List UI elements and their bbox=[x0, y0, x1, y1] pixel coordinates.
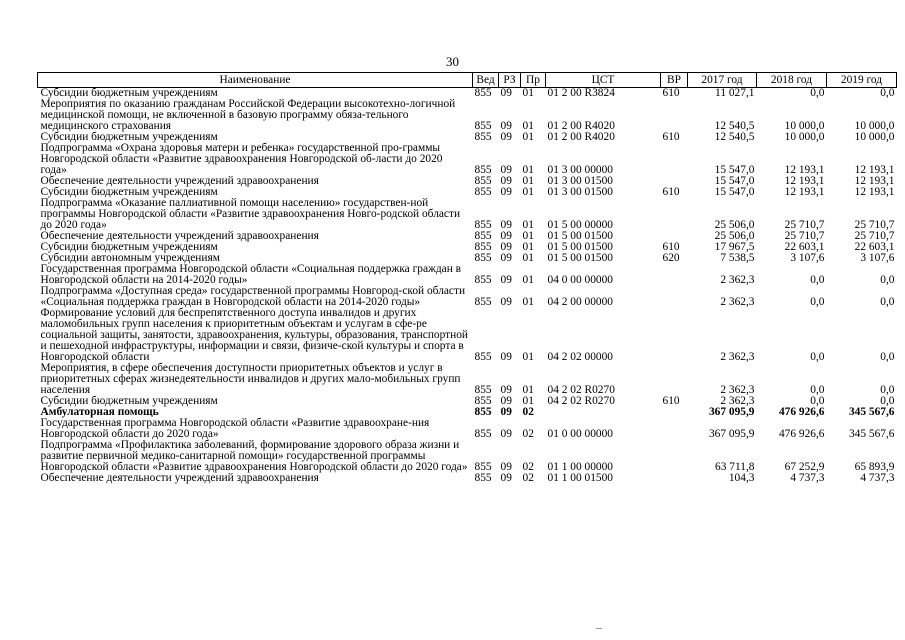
cell-vr: 610 bbox=[662, 241, 680, 253]
cell-2017: 2 362,3 bbox=[720, 274, 755, 286]
cell-2019: 0,0 bbox=[880, 274, 895, 286]
cell-2017: 63 711,8 bbox=[715, 461, 755, 473]
header-rz: РЗ bbox=[499, 73, 521, 88]
cell-cst: 01 5 00 01500 bbox=[547, 252, 613, 264]
cell-ved: 855 bbox=[474, 219, 492, 231]
table-row bbox=[38, 473, 897, 484]
cell-ved: 855 bbox=[474, 296, 492, 308]
cell-ved: 855 bbox=[474, 461, 492, 473]
cell-name: Подпрограмма «Оказание паллиативной помощи населению» государствен-ной программы Новгородской области «Развитие здравоохранения Новго-родской области до 2020 года» bbox=[40, 197, 461, 231]
cell-cst: 01 5 00 00000 bbox=[547, 219, 613, 231]
cell-2017: 17 967,5 bbox=[714, 241, 755, 253]
header-name: Наименование bbox=[38, 73, 473, 88]
cell-ved: 855 bbox=[474, 252, 492, 264]
cell-name: Подпрограмма «Доступная среда» государственной программы Новгород-ской области «Социальная поддержка граждан в Новгородской области на 2014-2020 годы» bbox=[40, 285, 466, 308]
cell-pr: 02 bbox=[522, 406, 534, 418]
cell-2019: 0,0 bbox=[880, 351, 895, 363]
cell-ved: 855 bbox=[474, 87, 492, 99]
cell-2017: 12 540,5 bbox=[714, 131, 755, 143]
cell-vr bbox=[661, 363, 688, 396]
cell-2019: 10 000,0 bbox=[854, 120, 895, 132]
cell-pr: 01 bbox=[522, 120, 534, 132]
budget-table bbox=[37, 72, 897, 484]
cell-vr bbox=[661, 308, 688, 363]
cell-name: Подпрограмма «Охрана здоровья матери и ребенка» государственной про-граммы Новгородской области «Развитие здравоохранения Новгородской об-ласти до 2020 года» bbox=[40, 142, 443, 176]
table-row bbox=[38, 418, 897, 440]
cell-2019: 345 567,6 bbox=[848, 428, 895, 440]
cell-2018: 0,0 bbox=[810, 395, 825, 407]
cell-2018: 12 193,1 bbox=[784, 186, 825, 198]
cell-pr: 01 bbox=[522, 274, 534, 286]
cell-pr: 01 bbox=[522, 230, 534, 242]
cell-pr: 02 bbox=[522, 461, 534, 473]
cell-vr bbox=[661, 440, 688, 473]
cell-pr: 01 bbox=[522, 164, 534, 176]
table-row bbox=[38, 264, 897, 286]
cell-name: Обеспечение деятельности учреждений здравоохранения bbox=[40, 230, 319, 242]
cell-2019: 0,0 bbox=[880, 87, 895, 99]
cell-rz: 09 bbox=[500, 87, 512, 99]
cell-name: Субсидии бюджетным учреждениям bbox=[40, 131, 218, 143]
cell-pr: 01 bbox=[522, 351, 534, 363]
cell-2017: 25 506,0 bbox=[714, 230, 755, 242]
table-header-row bbox=[38, 73, 897, 88]
table-body bbox=[38, 88, 897, 485]
cell-2017: 15 547,0 bbox=[714, 175, 755, 187]
cell-ved: 855 bbox=[474, 120, 492, 132]
cell-vr: 610 bbox=[662, 395, 680, 407]
cell-2018: 12 193,1 bbox=[784, 164, 825, 176]
cell-cst: 01 1 00 01500 bbox=[547, 472, 613, 484]
cell-cst: 01 5 00 01500 bbox=[547, 230, 613, 242]
cell-vr bbox=[661, 407, 688, 418]
cell-name: Амбулаторная помощь bbox=[40, 406, 159, 418]
scan-mark bbox=[596, 628, 602, 629]
cell-cst bbox=[546, 407, 661, 418]
table-row bbox=[38, 308, 897, 363]
cell-cst: 01 3 00 01500 bbox=[547, 186, 613, 198]
cell-2018: 10 000,0 bbox=[784, 131, 825, 143]
cell-rz: 09 bbox=[500, 186, 512, 198]
cell-2017: 2 362,3 bbox=[720, 384, 755, 396]
cell-ved: 855 bbox=[474, 351, 492, 363]
cell-name: Обеспечение деятельности учреждений здравоохранения bbox=[40, 472, 319, 484]
cell-vr: 610 bbox=[662, 186, 680, 198]
header-ved: Вед bbox=[473, 73, 499, 88]
cell-2017: 12 540,5 bbox=[714, 120, 755, 132]
cell-2018: 3 107,6 bbox=[790, 252, 825, 264]
header-2019: 2019 год bbox=[827, 73, 897, 88]
cell-vr: 610 bbox=[662, 131, 680, 143]
cell-2019: 3 107,6 bbox=[860, 252, 895, 264]
table-row bbox=[38, 396, 897, 407]
header-pr: Пр bbox=[521, 73, 546, 88]
cell-rz: 09 bbox=[500, 175, 512, 187]
cell-ved: 855 bbox=[474, 472, 492, 484]
cell-name: Мероприятия, в сфере обеспечения доступности приоритетных объектов и услуг в приоритетных сферах жизнедеятельности инвалидов и других мало-мобильных групп населения bbox=[40, 362, 461, 396]
cell-2017: 367 095,9 bbox=[708, 428, 755, 440]
cell-vr bbox=[661, 143, 688, 176]
cell-vr bbox=[661, 99, 688, 132]
cell-2018: 12 193,1 bbox=[784, 175, 825, 187]
cell-cst: 01 1 00 00000 bbox=[547, 461, 613, 473]
cell-pr: 01 bbox=[522, 241, 534, 253]
cell-rz: 09 bbox=[500, 274, 512, 286]
cell-cst: 01 2 00 R3824 bbox=[547, 87, 615, 99]
cell-rz: 09 bbox=[500, 472, 512, 484]
cell-rz: 09 bbox=[500, 131, 512, 143]
cell-rz: 09 bbox=[500, 120, 512, 132]
cell-name: Субсидии автономным учреждениям bbox=[40, 252, 220, 264]
cell-name: Субсидии бюджетным учреждениям bbox=[40, 186, 218, 198]
header-vr: ВР bbox=[661, 73, 688, 88]
cell-pr: 01 bbox=[522, 384, 534, 396]
cell-2017: 15 547,0 bbox=[714, 186, 755, 198]
cell-2019: 12 193,1 bbox=[854, 175, 895, 187]
table-row bbox=[38, 143, 897, 176]
cell-vr bbox=[661, 198, 688, 231]
cell-2018: 4 737,3 bbox=[790, 472, 825, 484]
cell-cst: 01 2 00 R4020 bbox=[547, 120, 615, 132]
cell-ved: 855 bbox=[474, 384, 492, 396]
cell-2018: 0,0 bbox=[810, 384, 825, 396]
cell-rz: 09 bbox=[500, 241, 512, 253]
cell-2019: 4 737,3 bbox=[860, 472, 895, 484]
cell-2018: 25 710,7 bbox=[784, 219, 825, 231]
cell-vr: 610 bbox=[662, 87, 680, 99]
cell-pr: 01 bbox=[522, 395, 534, 407]
cell-2017: 7 538,5 bbox=[720, 252, 755, 264]
cell-2017: 2 362,3 bbox=[720, 395, 755, 407]
cell-pr: 01 bbox=[522, 296, 534, 308]
cell-cst: 04 2 00 00000 bbox=[547, 296, 613, 308]
cell-vr bbox=[661, 264, 688, 286]
cell-rz: 09 bbox=[500, 461, 512, 473]
cell-2018: 25 710,7 bbox=[784, 230, 825, 242]
table-row bbox=[38, 286, 897, 308]
cell-2019: 10 000,0 bbox=[854, 131, 895, 143]
header-2017: 2017 год bbox=[688, 73, 757, 88]
cell-cst: 04 2 02 R0270 bbox=[547, 395, 615, 407]
cell-2018: 476 926,6 bbox=[778, 428, 825, 440]
cell-rz: 09 bbox=[500, 219, 512, 231]
cell-2019: 25 710,7 bbox=[854, 219, 895, 231]
cell-2018: 476 926,6 bbox=[778, 406, 825, 418]
table-row bbox=[38, 198, 897, 231]
cell-pr: 01 bbox=[522, 186, 534, 198]
header-2018: 2018 год bbox=[757, 73, 827, 88]
cell-2017: 2 362,3 bbox=[720, 351, 755, 363]
cell-2018: 0,0 bbox=[810, 351, 825, 363]
cell-pr: 02 bbox=[522, 472, 534, 484]
cell-2019: 25 710,7 bbox=[854, 230, 895, 242]
cell-ved: 855 bbox=[474, 406, 492, 418]
cell-rz: 09 bbox=[500, 428, 512, 440]
cell-pr: 01 bbox=[522, 252, 534, 264]
cell-name: Подпрограмма «Профилактика заболеваний, формирование здорового образа жизни и развитие первичной медико-санитарной помощи» государственной программы Новгородской области «Развитие здравоохранения Новгородской области до 2020 года» bbox=[40, 439, 468, 473]
cell-2018: 67 252,9 bbox=[784, 461, 825, 473]
cell-vr bbox=[661, 418, 688, 440]
table-row bbox=[38, 440, 897, 473]
cell-name: Формирование условий для беспрепятственного доступа инвалидов и других маломобильных групп населения к приоритетным объектам и услугам в сфе-ре социальной защиты, занятости, здравоохранения, культуры, образования, транспортной и пешеходной инфраструктуры, информации и связи, физиче-ской культуры и спорта в Новгородской области bbox=[40, 307, 469, 363]
cell-ved: 855 bbox=[474, 274, 492, 286]
page-number: 30 bbox=[446, 54, 459, 69]
cell-2019: 12 193,1 bbox=[854, 164, 895, 176]
cell-name: Государственная программа Новгородской области «Социальная поддержка граждан в Новгородской области на 2014-2020 годы» bbox=[40, 263, 462, 286]
cell-2018: 0,0 bbox=[810, 87, 825, 99]
table-row bbox=[38, 363, 897, 396]
cell-rz: 09 bbox=[500, 384, 512, 396]
cell-2017: 15 547,0 bbox=[714, 164, 755, 176]
cell-vr bbox=[661, 286, 688, 308]
cell-2017: 11 027,1 bbox=[715, 87, 755, 99]
cell-2018: 0,0 bbox=[810, 274, 825, 286]
cell-ved: 855 bbox=[474, 230, 492, 242]
cell-cst: 01 0 00 00000 bbox=[547, 428, 613, 440]
cell-cst: 04 2 02 00000 bbox=[547, 351, 613, 363]
cell-pr: 02 bbox=[522, 428, 534, 440]
cell-rz: 09 bbox=[500, 164, 512, 176]
cell-ved: 855 bbox=[474, 395, 492, 407]
cell-ved: 855 bbox=[474, 164, 492, 176]
cell-2017: 25 506,0 bbox=[714, 219, 755, 231]
cell-name: Субсидии бюджетным учреждениям bbox=[40, 241, 218, 253]
table-row bbox=[38, 99, 897, 132]
cell-2019: 345 567,6 bbox=[848, 406, 895, 418]
cell-name: Мероприятия по оказанию гражданам Российской Федерации высокотехно-логичной медицинской помощи, не включенной в базовую программу обяза-тельного медицинского страхования bbox=[40, 98, 456, 132]
cell-2019: 12 193,1 bbox=[854, 186, 895, 198]
cell-2019: 0,0 bbox=[880, 384, 895, 396]
cell-rz: 09 bbox=[500, 252, 512, 264]
cell-rz: 09 bbox=[500, 230, 512, 242]
cell-vr: 620 bbox=[662, 252, 680, 264]
cell-pr: 01 bbox=[522, 131, 534, 143]
cell-2017: 104,3 bbox=[728, 472, 755, 484]
cell-cst: 01 3 00 01500 bbox=[547, 175, 613, 187]
cell-2018: 10 000,0 bbox=[784, 120, 825, 132]
cell-2019: 22 603,1 bbox=[854, 241, 895, 253]
cell-name: Субсидии бюджетным учреждениям bbox=[40, 395, 218, 407]
cell-2019: 0,0 bbox=[880, 296, 895, 308]
cell-rz: 09 bbox=[500, 406, 512, 418]
header-cst: ЦСТ bbox=[546, 73, 661, 88]
cell-name: Обеспечение деятельности учреждений здравоохранения bbox=[40, 175, 319, 187]
cell-vr bbox=[661, 473, 688, 484]
cell-2018: 0,0 bbox=[810, 296, 825, 308]
cell-ved: 855 bbox=[474, 241, 492, 253]
cell-ved: 855 bbox=[474, 175, 492, 187]
cell-pr: 01 bbox=[522, 175, 534, 187]
cell-pr: 01 bbox=[522, 87, 534, 99]
cell-rz: 09 bbox=[500, 351, 512, 363]
cell-rz: 09 bbox=[500, 395, 512, 407]
cell-cst: 01 3 00 00000 bbox=[547, 164, 613, 176]
cell-pr: 01 bbox=[522, 219, 534, 231]
cell-ved: 855 bbox=[474, 131, 492, 143]
cell-ved: 855 bbox=[474, 428, 492, 440]
cell-2019: 0,0 bbox=[880, 395, 895, 407]
cell-2017: 2 362,3 bbox=[720, 296, 755, 308]
cell-2017: 367 095,9 bbox=[708, 406, 755, 418]
cell-cst: 01 2 00 R4020 bbox=[547, 131, 615, 143]
cell-2019: 65 893,9 bbox=[854, 461, 895, 473]
cell-name: Субсидии бюджетным учреждениям bbox=[40, 87, 218, 99]
cell-ved: 855 bbox=[474, 186, 492, 198]
cell-2018: 22 603,1 bbox=[784, 241, 825, 253]
cell-cst: 01 5 00 01500 bbox=[547, 241, 613, 253]
cell-cst: 04 0 00 00000 bbox=[547, 274, 613, 286]
cell-name: Государственная программа Новгородской области «Развитие здравоохране-ния Новгородской области до 2020 года» bbox=[40, 417, 430, 440]
cell-cst: 04 2 02 R0270 bbox=[547, 384, 615, 396]
cell-rz: 09 bbox=[500, 296, 512, 308]
